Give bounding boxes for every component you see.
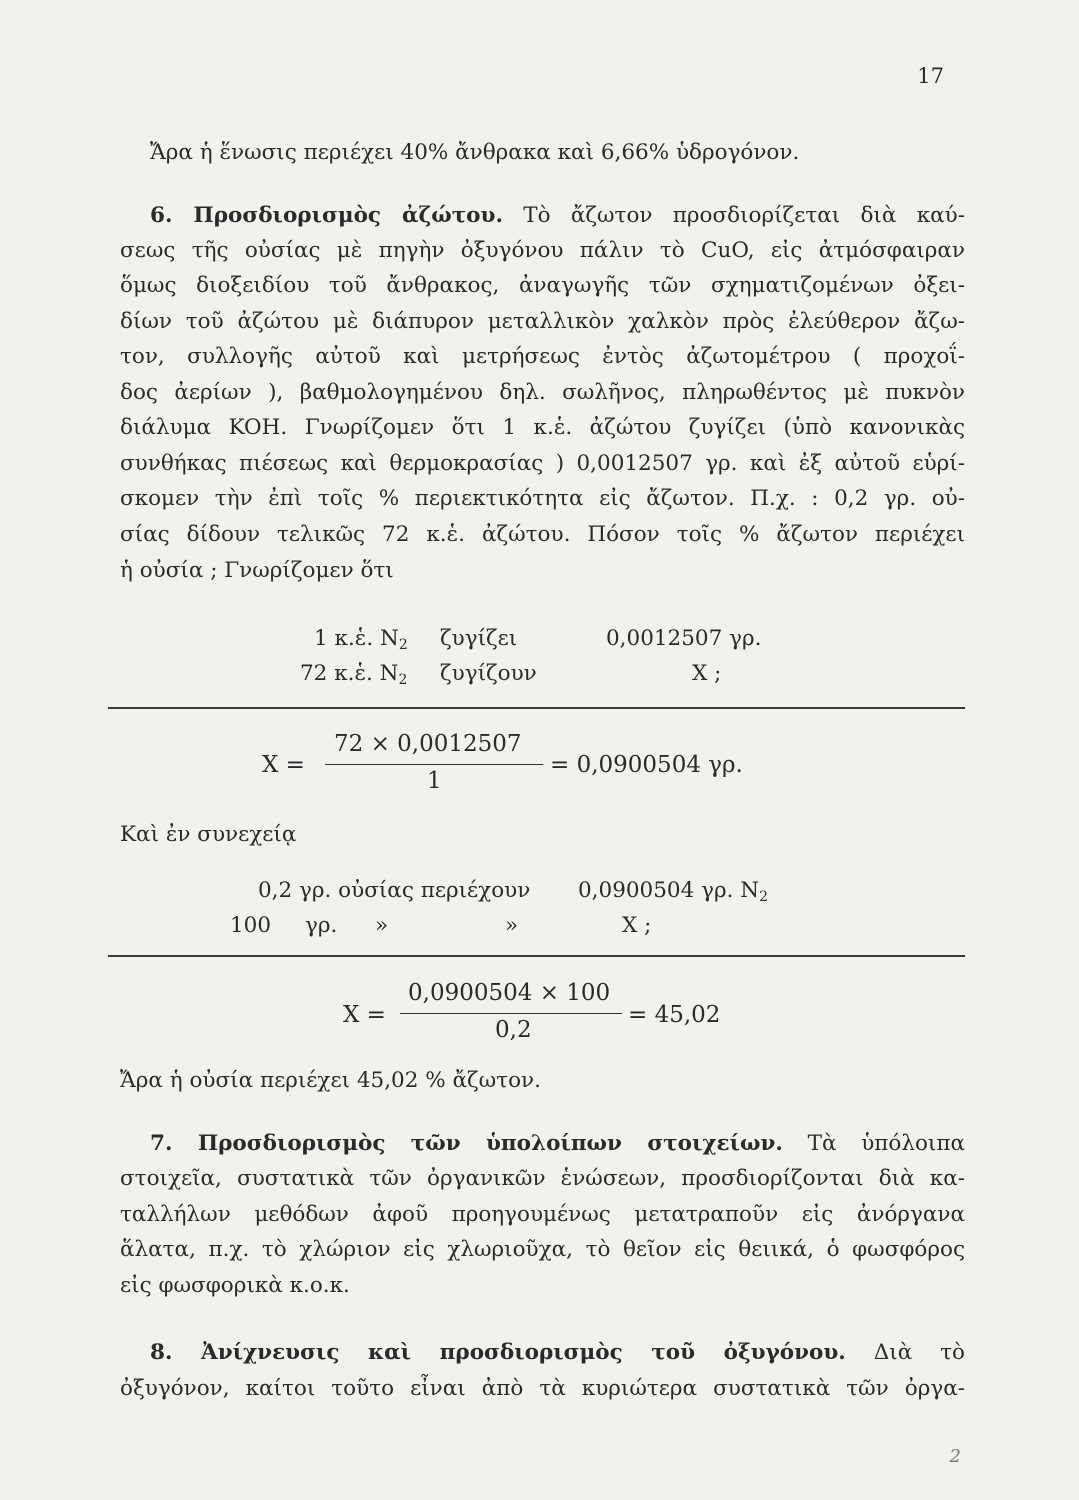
paragraph-line: τον, συλλογῆς αὐτοῦ καὶ μετρήσεως ἐντὸς ἀζωτομέτρου ( προχοΐ- [120,344,965,369]
section6-first-line-rest: Τὸ ἄζωτον προσδιορίζεται διὰ καύ- [523,203,965,228]
conclusion-line: Ἄρα ἡ οὐσία περιέχει 45,02 % ἄζωτον. [120,1068,541,1093]
proportion2-row1-right: 0,0900504 γρ. $N_2$ [578,878,768,905]
section7-first-line-rest: Τὰ ὑπόλοιπα [807,1131,965,1156]
proportion1-row2-verb: ζυγίζουν [440,661,537,686]
paragraph-line: δος ἀερίων ), βαθμολογημένου δηλ. σωλῆνος, πληρωθέντος μὲ πυκνὸν [120,380,965,405]
proportion1-row1-left: 1 κ.ἑ. $N_2$ [314,626,408,653]
equation2-lhs: X = [343,1002,386,1028]
proportion2-row2-ditto: » [375,913,389,938]
equation2-numerator: 0,0900504 × 100 [408,980,611,1006]
paragraph-line: δίων τοῦ ἀζώτου μὲ διάπυρον μεταλλικὸν χαλκὸν πρὸς ἐλεύθερον ἄζω- [120,309,965,334]
section7-heading: 7. Προσδιορισμὸς τῶν ὑπολοίπων στοιχείων. [150,1131,783,1156]
paragraph-line: ἅλατα, π.χ. τὸ χλώριον εἰς χλωριοῦχα, τὸ θεῖον εἰς θειικά, ὁ φωσφόρος [120,1237,965,1262]
paragraph-line: συνθήκας πιέσεως καὶ θερμοκρασίας ) 0,0012507 γρ. καὶ ἐξ αὐτοῦ εὑρί- [120,451,965,476]
equation2-denominator: 0,2 [495,1017,532,1043]
paragraph-line: ὅμως διοξειδίου τοῦ ἄνθρακος, ἀναγωγῆς τῶν σχηματιζομένων ὀξει- [120,273,965,298]
equation1-denominator: 1 [427,768,442,794]
section6-first-line [150,201,965,231]
equation1-fraction-bar [325,764,543,765]
paragraph-line: διάλυμα KOH. Γνωρίζομεν ὅτι 1 κ.ἑ. ἀζώτου ζυγίζει (ὑπὸ κανονικὰς [120,415,965,440]
continue-text: Καὶ ἐν συνεχείᾳ [120,822,297,847]
proportion1-row2-left: 72 κ.ἑ. $N_2$ [300,661,408,688]
equation1-result: = 0,0900504 γρ. [550,752,743,778]
sheet-signature-mark: 2 [949,1446,961,1467]
paragraph-line: στοιχεῖα, συστατικὰ τῶν ὀργανικῶν ἑνώσεων, προσδιορίζονται διὰ κα- [120,1166,965,1191]
section7-first-line [150,1129,965,1159]
proportion2-row2-amount: 100 [230,913,272,938]
equation2-fraction-bar [400,1013,622,1014]
proportion1-row2-right: X ; [692,661,722,686]
paragraph-line: σεως τῆς οὐσίας μὲ πηγὴν ὀξυγόνου πάλιν τὸ CuO, εἰς ἀτμόσφαιραν [120,238,965,263]
section8-heading: 8. Ἀνίχνευσις καὶ προσδιορισμὸς τοῦ ὀξυγόνου. [150,1340,846,1365]
paragraph-line: σκομεν τὴν ἐπὶ τοῖς % περιεκτικότητα εἰς ἄζωτον. Π.χ. : 0,2 γρ. οὐ- [120,486,965,511]
paragraph-line: ὀξυγόνον, καίτοι τοῦτο εἶναι ἀπὸ τὰ κυριώτερα συστατικὰ τῶν ὀργα- [120,1376,965,1401]
paragraph-line: σίας δίδουν τελικῶς 72 κ.ἑ. ἀζώτου. Πόσον τοῖς % ἄζωτον περιέχει [120,522,965,547]
equation1-numerator: 72 × 0,0012507 [334,731,522,757]
separator-rule [108,955,965,957]
paragraph-line: εἰς φωσφορικὰ κ.ο.κ. [120,1273,350,1298]
equation2-result: = 45,02 [628,1002,721,1028]
proportion2-row1-left: 0,2 γρ. οὐσίας περιέχουν [258,878,531,903]
proportion2-row2-unit: γρ. [305,913,338,938]
section8-first-line [150,1338,965,1368]
section8-first-line-rest: Διὰ τὸ [873,1340,965,1365]
proportion1-row1-verb: ζυγίζει [440,626,518,651]
intro-line: Ἄρα ἡ ἕνωσις περιέχει 40% ἄνθρακα καὶ 6,66% ὑδρογόνον. [150,140,800,165]
proportion2-row2-right: X ; [622,913,652,938]
equation1-lhs: X = [262,752,305,778]
separator-rule [108,707,965,709]
paragraph-line: ταλλήλων μεθόδων ἀφοῦ προηγουμένως μετατραποῦν εἰς ἀνόργανα [120,1202,965,1227]
paragraph-line: ἡ οὐσία ; Γνωρίζομεν ὅτι [120,558,394,583]
proportion2-row2-ditto: » [505,913,519,938]
proportion1-row1-right: 0,0012507 γρ. [606,626,762,651]
page-number: 17 [917,64,944,88]
section6-heading: 6. Προσδιορισμὸς ἀζώτου. [150,203,503,228]
